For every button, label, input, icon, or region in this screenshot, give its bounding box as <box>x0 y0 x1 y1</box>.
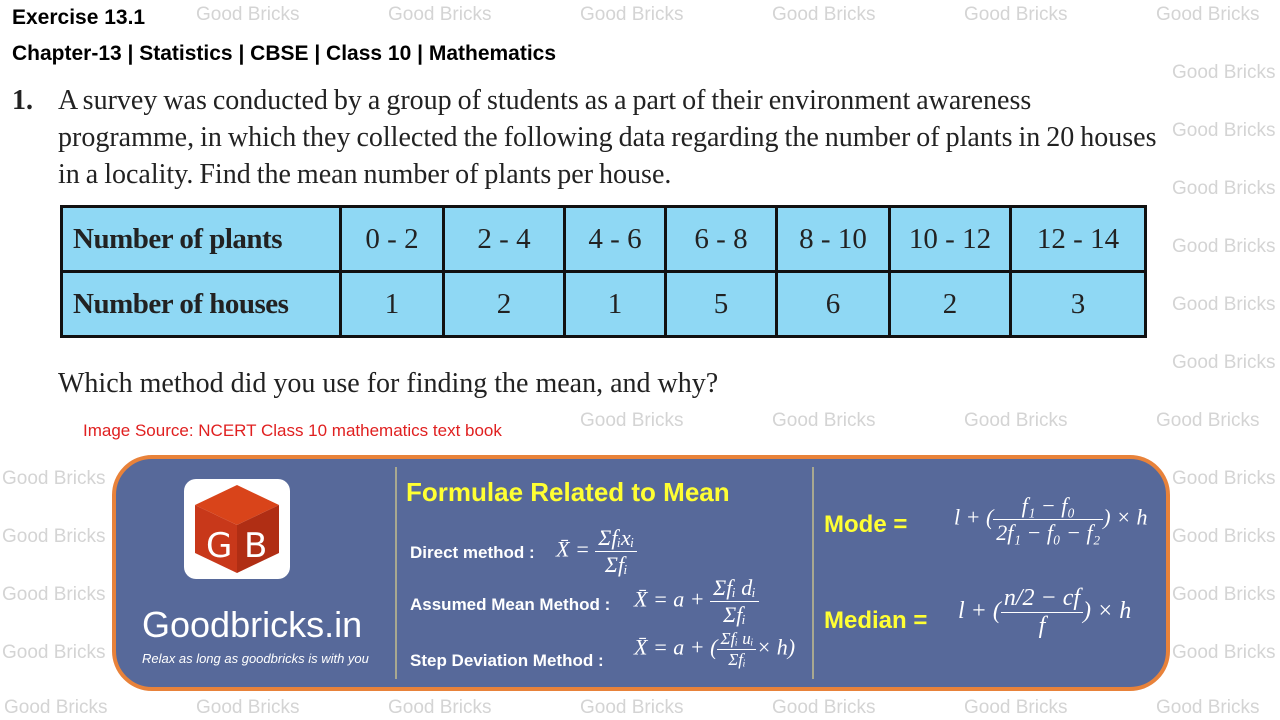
watermark-text: Good Bricks <box>772 410 876 431</box>
median-label: Median = <box>824 607 928 634</box>
step-deviation-label: Step Deviation Method : <box>410 651 604 670</box>
table-row <box>62 272 1146 337</box>
formula-lhs: l + ( <box>958 598 1001 625</box>
watermark-text: Good Bricks <box>964 410 1068 431</box>
watermark-text: Good Bricks <box>1156 4 1260 25</box>
formula-banner <box>112 455 1170 691</box>
goodbricks-logo <box>184 479 290 579</box>
followup-question: Which method did you use for finding the mean, and why? <box>58 368 719 399</box>
watermark-text: Good Bricks <box>1172 526 1276 547</box>
formula-lhs: X̄ = <box>556 536 590 562</box>
watermark-text: Good Bricks <box>1172 352 1276 373</box>
data-table <box>60 205 1147 338</box>
watermark-text: Good Bricks <box>196 4 300 25</box>
formula-lhs: l + ( <box>954 504 994 530</box>
watermark-text: Good Bricks <box>1172 584 1276 605</box>
svg-text:B: B <box>244 526 268 566</box>
formula-rhs: × h) <box>756 634 796 660</box>
formula-title: Formulae Related to Mean <box>406 477 730 507</box>
denominator: Σfᵢ <box>728 650 746 669</box>
watermark-text: Good Bricks <box>964 4 1068 25</box>
assumed-formula <box>634 575 759 628</box>
table-cell: 6 - 8 <box>666 207 777 272</box>
svg-text:G: G <box>206 526 233 566</box>
watermark-text: Good Bricks <box>2 584 106 605</box>
watermark-text: Good Bricks <box>2 526 106 547</box>
row-header: Number of houses <box>62 272 341 337</box>
table-cell: 6 <box>777 272 890 337</box>
table-cell: 10 - 12 <box>890 207 1011 272</box>
table-cell: 3 <box>1011 272 1146 337</box>
question-number: 1. <box>12 85 33 116</box>
table-cell: 12 - 14 <box>1011 207 1146 272</box>
table-cell: 2 <box>890 272 1011 337</box>
watermark-text: Good Bricks <box>1156 697 1260 718</box>
denominator: Σfᵢ <box>604 552 628 577</box>
formula-rhs: ) × h <box>1103 504 1148 530</box>
watermark-text: Good Bricks <box>580 697 684 718</box>
median-formula <box>958 585 1131 640</box>
watermark-text: Good Bricks <box>2 468 106 489</box>
numerator: n/2 − cf <box>1001 585 1083 613</box>
watermark-text: Good Bricks <box>772 697 876 718</box>
watermark-text: Good Bricks <box>580 4 684 25</box>
table-cell: 5 <box>666 272 777 337</box>
divider <box>395 467 397 679</box>
table-cell: 2 - 4 <box>444 207 565 272</box>
table-cell: 2 <box>444 272 565 337</box>
watermark-text: Good Bricks <box>4 697 108 718</box>
watermark-text: Good Bricks <box>772 4 876 25</box>
row-header: Number of plants <box>62 207 341 272</box>
question-text: A survey was conducted by a group of students as a part of their environment awareness programme, in which they collected the following data regarding the number of plants in 20 houses in a locality. Find the mean number of plants per house. <box>58 85 1157 190</box>
denominator: Σfᵢ <box>723 602 746 627</box>
table-cell: 0 - 2 <box>341 207 444 272</box>
denominator: 2f₁ − f₀ − f₂ <box>996 520 1101 545</box>
watermark-text: Good Bricks <box>1172 62 1276 83</box>
watermark-text: Good Bricks <box>1156 410 1260 431</box>
formula-lhs: X̄ = a + ( <box>634 634 718 660</box>
table-cell: 1 <box>565 272 666 337</box>
watermark-text: Good Bricks <box>388 697 492 718</box>
watermark-text: Good Bricks <box>388 4 492 25</box>
direct-method-label: Direct method : <box>410 543 535 562</box>
numerator: Σfᵢ dᵢ <box>710 575 759 602</box>
tagline: Relax as long as goodbricks is with you <box>142 651 369 666</box>
chapter-subtitle: Chapter-13 | Statistics | CBSE | Class 10 | Mathematics <box>12 42 557 65</box>
watermark-text: Good Bricks <box>196 697 300 718</box>
denominator: f <box>1038 613 1046 639</box>
image-source: Image Source: NCERT Class 10 mathematics text book <box>83 421 502 440</box>
direct-formula <box>556 525 637 578</box>
watermark-text: Good Bricks <box>580 410 684 431</box>
table-cell: 1 <box>341 272 444 337</box>
assumed-mean-label: Assumed Mean Method : <box>410 595 611 614</box>
watermark-text: Good Bricks <box>964 697 1068 718</box>
numerator: f₁ − f₀ <box>993 493 1103 520</box>
numerator: Σfᵢxᵢ <box>595 525 637 552</box>
watermark-text: Good Bricks <box>1172 236 1276 257</box>
site-name: Goodbricks.in <box>142 604 363 645</box>
watermark-text: Good Bricks <box>1172 178 1276 199</box>
watermark-text: Good Bricks <box>2 642 106 663</box>
table-cell: 4 - 6 <box>565 207 666 272</box>
mode-label: Mode = <box>824 511 908 538</box>
watermark-text: Good Bricks <box>1172 468 1276 489</box>
step-formula <box>634 629 795 670</box>
watermark-text: Good Bricks <box>1172 120 1276 141</box>
formula-rhs: ) × h <box>1083 598 1132 625</box>
table-cell: 8 - 10 <box>777 207 890 272</box>
exercise-title: Exercise 13.1 <box>12 6 146 29</box>
mode-formula <box>954 493 1147 546</box>
watermark-text: Good Bricks <box>1172 642 1276 663</box>
table-row <box>62 207 1146 272</box>
formula-lhs: X̄ = a + <box>634 586 705 612</box>
numerator: Σfᵢ uᵢ <box>717 629 756 650</box>
divider <box>812 467 814 679</box>
watermark-text: Good Bricks <box>1172 294 1276 315</box>
